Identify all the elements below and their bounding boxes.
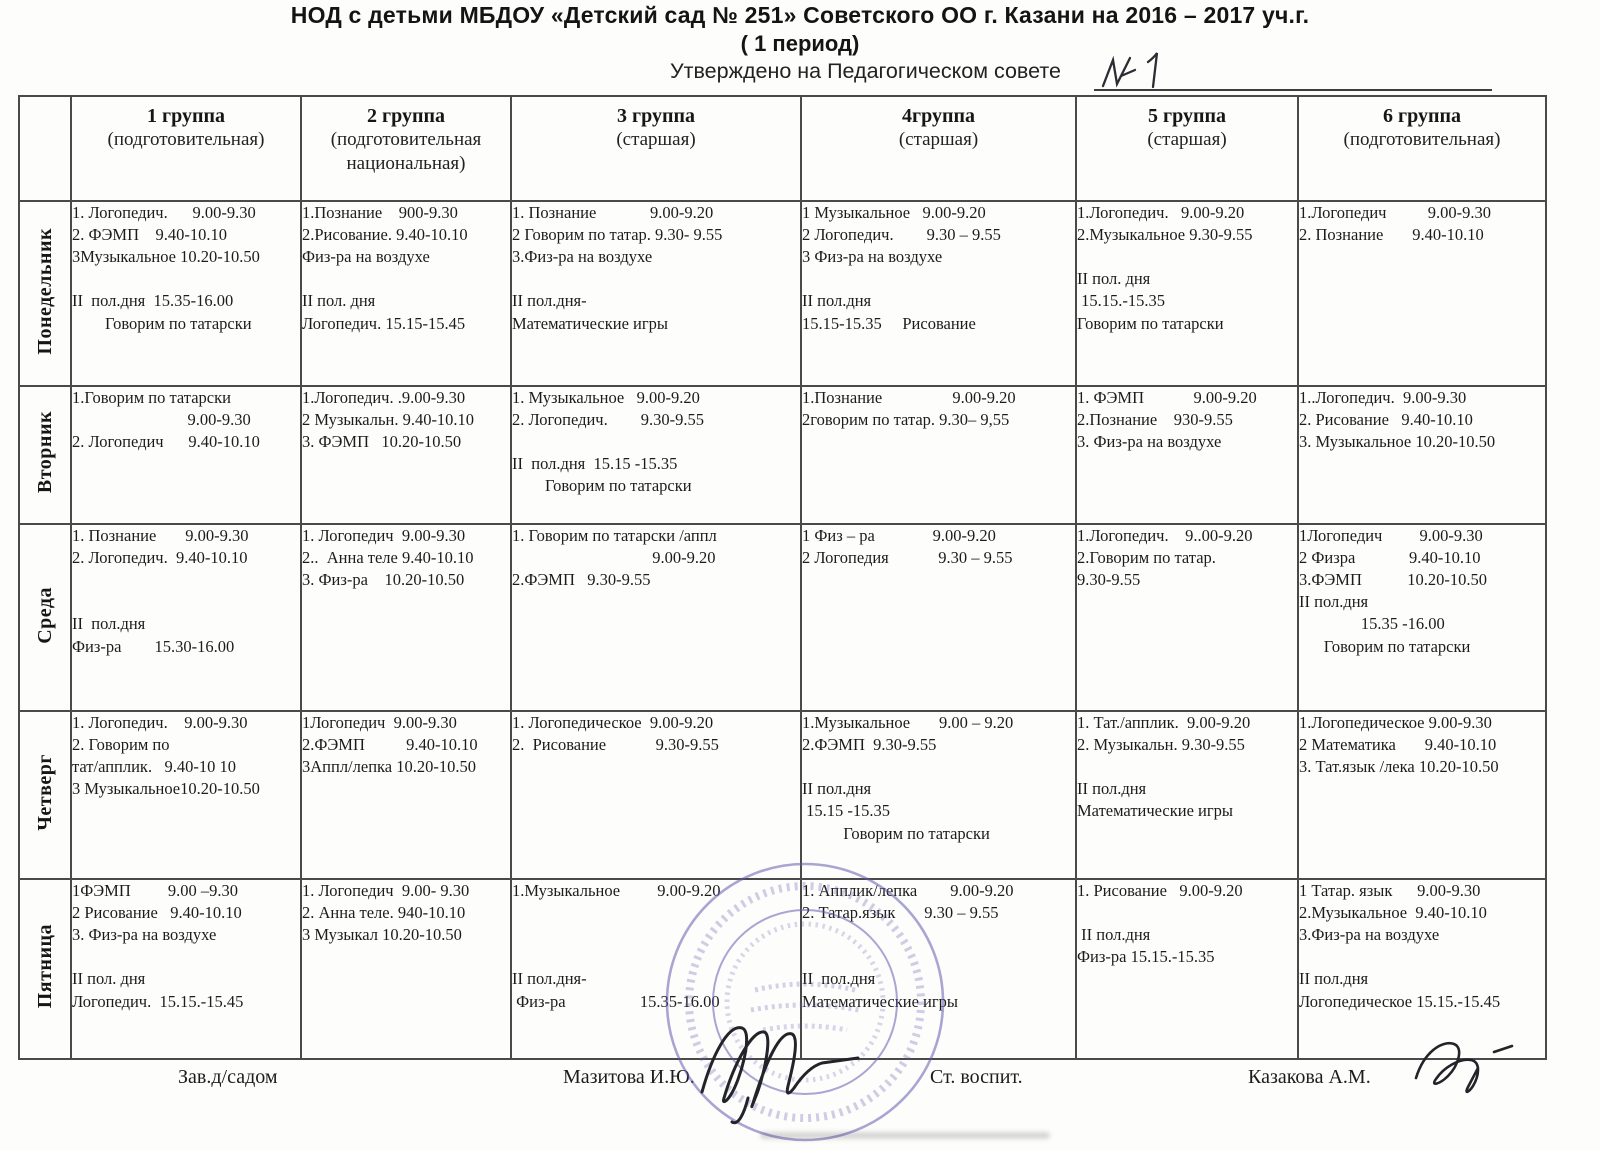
- schedule-line: [512, 902, 800, 924]
- day-label-thursday: Четверг: [19, 711, 71, 879]
- schedule-cell: [801, 879, 1076, 1059]
- schedule-line: 1.Логопедич. .9.00-9.30: [302, 388, 466, 407]
- schedule-line: [72, 268, 300, 290]
- schedule-line: Физ-ра на воздухе: [302, 247, 430, 267]
- schedule-line: Математические игры: [802, 991, 958, 1011]
- schedule-line: 3Музыкальное 10.20-10.50: [72, 247, 260, 267]
- schedule-line: 2. Логопедич. 9.40-10.10: [72, 548, 248, 568]
- table-row: [19, 711, 1546, 879]
- schedule-line: Физ-ра 15.30-16.00: [72, 636, 235, 656]
- schedule-line: [802, 756, 1075, 778]
- schedule-cell: [71, 201, 301, 386]
- schedule-cell: [301, 201, 511, 386]
- schedule-line: 9.00-9.20: [512, 548, 716, 568]
- schedule-line: 1. Музыкальное 9.00-9.20: [512, 388, 700, 407]
- group-type: (старшая): [898, 129, 979, 150]
- schedule-cell: [801, 201, 1076, 386]
- footer-name-head: Мазитова И.Ю.: [563, 1066, 695, 1088]
- schedule-cell: [71, 879, 301, 1059]
- schedule-line: 15.15-15.35 Рисование: [802, 313, 976, 333]
- schedule-line: [72, 591, 300, 613]
- schedule-line: 1. Рисование 9.00-9.20: [1077, 881, 1243, 900]
- schedule-line: 2. Татар.язык 9.30 – 9.55: [802, 903, 999, 923]
- footer-name-senior-educator: Казакова А.М.: [1248, 1066, 1371, 1088]
- schedule-line: 1.Музыкальное 9.00 – 9.20: [802, 713, 1014, 732]
- schedule-cell: [71, 524, 301, 711]
- schedule-line: 2 Математика 9.40-10.10: [1299, 735, 1497, 755]
- schedule-line: 1. Познание 9.00-9.30: [72, 526, 249, 545]
- schedule-line: 1.Логопедическое 9.00-9.30: [1299, 713, 1492, 732]
- group-header-4: [801, 96, 1076, 201]
- schedule-line: 2. ФЭМП 9.40-10.10: [72, 225, 228, 245]
- schedule-line: Говорим по татарски: [802, 823, 990, 843]
- schedule-line: 3. Тат.язык /лека 10.20-10.50: [1299, 757, 1499, 777]
- document-subtitle: ( 1 период): [740, 31, 860, 56]
- schedule-line: II пол.дня: [1077, 779, 1147, 799]
- schedule-cell: [511, 201, 801, 386]
- schedule-line: 1.Логопедич. 9.00-9.20: [1077, 203, 1245, 222]
- schedule-line: 1Логопедич 9.00-9.30: [302, 713, 457, 732]
- table-row: [19, 524, 1546, 711]
- schedule-line: II пол.дня: [1077, 925, 1151, 945]
- schedule-line: Говорим по татарски: [72, 313, 252, 333]
- document-title: НОД с детьми МБДОУ «Детский сад № 251» Советского ОО г. Казани на 2016 – 2017 уч.г.: [290, 2, 1310, 28]
- group-name: 3 группа: [617, 105, 695, 127]
- schedule-cell: [301, 386, 511, 524]
- group-name: 2 группа: [367, 105, 445, 127]
- schedule-line: II пол.дня: [802, 291, 872, 311]
- schedule-line: 2. Познание 9.40-10.10: [1299, 225, 1484, 245]
- schedule-line: 2.Познание 930-9.55: [1077, 410, 1233, 430]
- schedule-line: 3Аппл/лепка 10.20-10.50: [302, 757, 476, 777]
- schedule-line: 1.Говорим по татарски: [72, 388, 231, 407]
- footer-role-head: Зав.д/садом: [178, 1066, 278, 1088]
- schedule-line: II пол.дня 15.35-16.00: [72, 291, 234, 311]
- schedule-line: II пол.дня: [802, 779, 872, 799]
- schedule-line: 2 Физра 9.40-10.10: [1299, 548, 1481, 568]
- schedule-line: 1. Тат./апплик. 9.00-9.20: [1077, 713, 1251, 732]
- schedule-line: II пол.дня-: [512, 291, 587, 311]
- schedule-cell: [511, 386, 801, 524]
- schedule-cell: [801, 386, 1076, 524]
- schedule-line: II пол.дня: [72, 614, 146, 634]
- group-type: (старшая): [1147, 129, 1227, 150]
- schedule-line: 2. Рисование 9.40-10.10: [1299, 410, 1473, 430]
- schedule-line: 2. Рисование 9.30-9.55: [512, 735, 719, 755]
- group-header-5: [1076, 96, 1298, 201]
- schedule-line: [1077, 756, 1297, 778]
- schedule-cell: [801, 711, 1076, 879]
- schedule-line: 2.Говорим по татар.: [1077, 548, 1216, 568]
- schedule-line: [512, 268, 800, 290]
- schedule-line: 3 Музыкальное10.20-10.50: [72, 779, 260, 799]
- schedule-cell: [511, 524, 801, 711]
- schedule-line: 2 Музыкальн. 9.40-10.10: [302, 410, 475, 430]
- schedule-line: 1. Логопедическое 9.00-9.20: [512, 713, 714, 732]
- schedule-line: II пол. дня: [72, 969, 146, 989]
- approval-text: Утверждено на Педагогическом совете: [670, 59, 1061, 83]
- schedule-line: 1 Татар. язык 9.00-9.30: [1299, 881, 1481, 900]
- schedule-line: Логопедич. 15.15.-15.45: [72, 991, 244, 1011]
- schedule-line: 1. Познание 9.00-9.20: [512, 203, 714, 222]
- schedule-line: 2. Анна теле. 940-10.10: [302, 903, 466, 923]
- schedule-cell: [1076, 711, 1298, 879]
- schedule-table: [18, 95, 1547, 1060]
- table-row: [19, 879, 1546, 1059]
- schedule-line: II пол.дня 15.15 -15.35: [512, 454, 678, 474]
- schedule-line: [802, 946, 1075, 968]
- schedule-line: 2.ФЭМП 9.30-9.55: [512, 570, 651, 590]
- schedule-line: 1. ФЭМП 9.00-9.20: [1077, 388, 1257, 407]
- schedule-line: II пол. дня: [302, 291, 376, 311]
- schedule-cell: [1076, 879, 1298, 1059]
- schedule-line: II пол. дня: [1077, 269, 1151, 289]
- schedule-line: 1Логопедич 9.00-9.30: [1299, 526, 1483, 545]
- schedule-line: II пол.дня: [1299, 592, 1369, 612]
- schedule-cell: [511, 879, 801, 1059]
- schedule-line: 2 Рисование 9.40-10.10: [72, 903, 242, 923]
- schedule-cell: [1076, 201, 1298, 386]
- schedule-cell: [801, 524, 1076, 711]
- group-type: (подготовительная): [1343, 129, 1501, 150]
- schedule-line: 1 Музыкальное 9.00-9.20: [802, 203, 986, 222]
- schedule-line: 1.Познание 9.00-9.20: [802, 388, 1016, 407]
- day-label-tuesday: Вторник: [19, 386, 71, 524]
- schedule-cell: [301, 711, 511, 879]
- group-name: 1 группа: [147, 105, 225, 127]
- schedule-line: [802, 924, 1075, 946]
- approval-underline: [1094, 89, 1492, 91]
- schedule-line: [1299, 946, 1545, 968]
- schedule-line: 1 Физ – ра 9.00-9.20: [802, 526, 996, 545]
- schedule-line: Математические игры: [1077, 801, 1233, 821]
- schedule-line: 15.15.-15.35: [1077, 291, 1165, 311]
- schedule-line: [302, 268, 510, 290]
- schedule-line: 3. Физ-ра на воздухе: [1077, 432, 1222, 452]
- schedule-line: Говорим по татарски: [1299, 636, 1471, 656]
- group-name: 5 группа: [1148, 105, 1226, 127]
- schedule-cell: [71, 386, 301, 524]
- schedule-line: Логопедическое 15.15.-15.45: [1299, 991, 1501, 1011]
- schedule-line: Физ-ра 15.35-16.00: [512, 991, 720, 1011]
- schedule-line: II пол.дня: [1299, 969, 1369, 989]
- schedule-line: [802, 268, 1075, 290]
- schedule-line: 15.35 -16.00: [1299, 614, 1445, 634]
- group-header-6: [1298, 96, 1546, 201]
- schedule-line: 9.30-9.55: [1077, 570, 1141, 590]
- day-label-wednesday: Среда: [19, 524, 71, 711]
- schedule-line: 2.Музыкальное 9.40-10.10: [1299, 903, 1487, 923]
- day-label-monday: Понедельник: [19, 201, 71, 386]
- schedule-line: Математические игры: [512, 313, 668, 333]
- schedule-line: [1077, 902, 1297, 924]
- group-header-3: [511, 96, 801, 201]
- schedule-line: 3. Музыкальное 10.20-10.50: [1299, 432, 1496, 452]
- group-type: (подготовительная): [107, 129, 265, 150]
- schedule-line: 3. Физ-ра на воздухе: [72, 925, 217, 945]
- schedule-line: 9.00-9.30: [72, 410, 251, 430]
- schedule-line: 2 Логопедич. 9.30 – 9.55: [802, 225, 1001, 245]
- schedule-line: [512, 431, 800, 453]
- group-type: (подготовительная национальная): [330, 129, 482, 174]
- schedule-line: 2 Говорим по татар. 9.30- 9.55: [512, 225, 723, 245]
- schedule-line: [72, 569, 300, 591]
- schedule-line: 3. Физ-ра 10.20-10.50: [302, 570, 465, 590]
- schedule-cell: [1298, 524, 1546, 711]
- day-label-friday: Пятница: [19, 879, 71, 1059]
- schedule-line: 1ФЭМП 9.00 –9.30: [72, 881, 239, 900]
- schedule-cell: [1076, 386, 1298, 524]
- schedule-line: Говорим по татарски: [1077, 313, 1224, 333]
- schedule-line: 2.ФЭМП 9.30-9.55: [802, 735, 937, 755]
- schedule-cell: [511, 711, 801, 879]
- schedule-line: 2. Музыкальн. 9.30-9.55: [1077, 735, 1245, 755]
- schedule-line: 1..Логопедич. 9.00-9.30: [1299, 388, 1467, 407]
- schedule-line: 2. Логопедич 9.40-10.10: [72, 432, 260, 452]
- table-row: [19, 386, 1546, 524]
- schedule-line: 3. ФЭМП 10.20-10.50: [302, 432, 462, 452]
- group-type: (старшая): [616, 129, 696, 150]
- schedule-line: [512, 924, 800, 946]
- schedule-line: [512, 946, 800, 968]
- schedule-cell: [1076, 524, 1298, 711]
- schedule-line: 2 Логопедия 9.30 – 9.55: [802, 548, 1013, 568]
- schedule-line: 1. Логопедич. 9.00-9.30: [72, 713, 248, 732]
- schedule-line: 2.. Анна теле 9.40-10.10: [302, 548, 474, 568]
- group-name: 6 группа: [1383, 105, 1461, 127]
- schedule-line: 1. Говорим по татарски /аппл: [512, 526, 717, 545]
- schedule-line: 1. Логопедич. 9.00-9.30: [72, 203, 256, 222]
- schedule-line: 3 Физ-ра на воздухе: [802, 247, 943, 267]
- schedule-line: 1.Музыкальное 9.00-9.20: [512, 881, 721, 900]
- scan-artifact: [760, 1132, 1050, 1139]
- schedule-line: 2.ФЭМП 9.40-10.10: [302, 735, 478, 755]
- schedule-line: 15.15 -15.35: [802, 801, 890, 821]
- schedule-line: 2. Логопедич. 9.30-9.55: [512, 410, 704, 430]
- schedule-line: II пол.дня: [802, 969, 876, 989]
- group-header-2: [301, 96, 511, 201]
- schedule-line: [72, 946, 300, 968]
- schedule-line: 1. Апплик/лепка 9.00-9.20: [802, 881, 1014, 900]
- schedule-line: 3 Музыкал 10.20-10.50: [302, 925, 462, 945]
- table-row: [19, 201, 1546, 386]
- schedule-line: II пол.дня-: [512, 969, 587, 989]
- schedule-cell: [71, 711, 301, 879]
- schedule-line: 1. Логопедич 9.00- 9.30: [302, 881, 470, 900]
- schedule-line: 1.Познание 900-9.30: [302, 203, 458, 222]
- corner-cell: [19, 96, 71, 201]
- group-name: 4группа: [902, 105, 975, 127]
- group-header-1: [71, 96, 301, 201]
- schedule-cell: [1298, 711, 1546, 879]
- schedule-cell: [1298, 386, 1546, 524]
- schedule-line: 2говорим по татар. 9.30– 9,55: [802, 410, 1010, 430]
- schedule-cell: [301, 524, 511, 711]
- schedule-line: тат/апплик. 9.40-10 10: [72, 757, 236, 777]
- schedule-line: Говорим по татарски: [512, 476, 692, 496]
- schedule-line: 2.Рисование. 9.40-10.10: [302, 225, 468, 245]
- schedule-cell: [301, 879, 511, 1059]
- schedule-line: Физ-ра 15.15.-15.35: [1077, 947, 1215, 967]
- schedule-line: 3.Физ-ра на воздухе: [1299, 925, 1440, 945]
- schedule-line: 1.Логопедич. 9..00-9.20: [1077, 526, 1253, 545]
- schedule-line: 3.Физ-ра на воздухе: [512, 247, 653, 267]
- schedule-line: 1. Логопедич 9.00-9.30: [302, 526, 466, 545]
- schedule-line: Логопедич. 15.15-15.45: [302, 313, 466, 333]
- schedule-line: 1.Логопедич 9.00-9.30: [1299, 203, 1491, 222]
- footer-role-senior-educator: Ст. воспит.: [930, 1066, 1023, 1088]
- schedule-line: 2.Музыкальное 9.30-9.55: [1077, 225, 1253, 245]
- schedule-line: 2. Говорим по: [72, 735, 170, 755]
- schedule-line: 3.ФЭМП 10.20-10.50: [1299, 570, 1488, 590]
- schedule-cell: [1298, 879, 1546, 1059]
- schedule-line: [1077, 246, 1297, 268]
- schedule-cell: [1298, 201, 1546, 386]
